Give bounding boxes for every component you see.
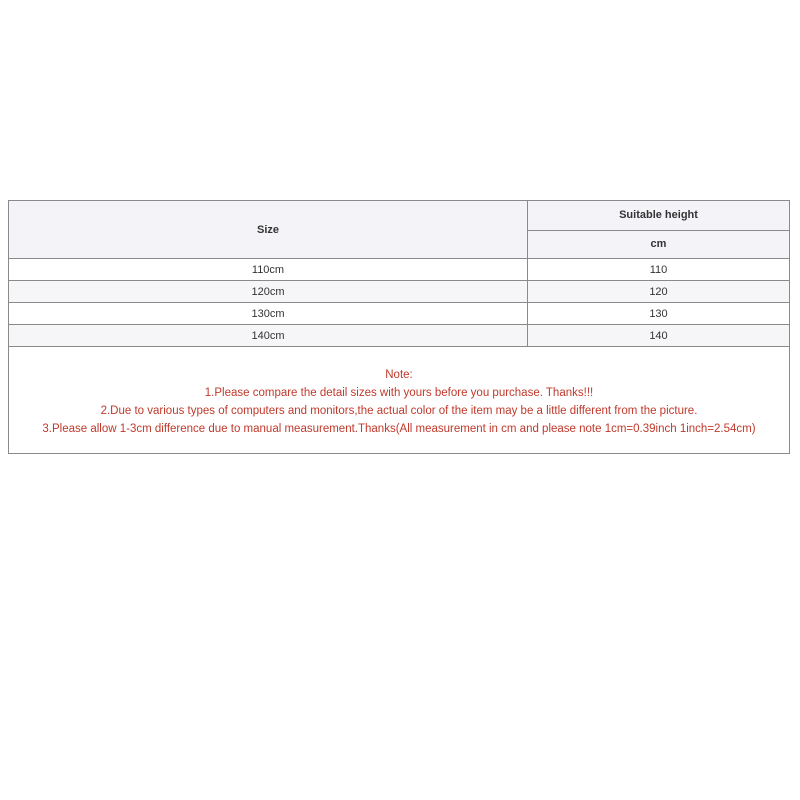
header-suitable-height: Suitable height	[528, 201, 790, 231]
header-unit: cm	[528, 230, 790, 259]
table-row	[9, 325, 790, 347]
table-row	[9, 281, 790, 303]
size-cell: 140cm	[9, 325, 528, 347]
header-row	[9, 201, 790, 231]
size-chart-table	[8, 200, 790, 454]
size-cell: 120cm	[9, 281, 528, 303]
note-row	[9, 347, 790, 454]
size-cell: 130cm	[9, 303, 528, 325]
table-row	[9, 303, 790, 325]
note-title: Note:	[385, 369, 413, 381]
note-line-2: 2.Due to various types of computers and monitors,the actual color of the item may be a little different from the picture.	[100, 405, 698, 417]
note-line-1: 1.Please compare the detail sizes with yours before you purchase. Thanks!!!	[204, 387, 594, 399]
note-cell	[9, 347, 790, 454]
height-cell: 140	[528, 325, 790, 347]
table-row	[9, 259, 790, 281]
height-cell: 130	[528, 303, 790, 325]
height-cell: 120	[528, 281, 790, 303]
note-line-3: 3.Please allow 1-3cm difference due to manual measurement.Thanks(All measurement in cm and please note 1cm=0.39inch 1inch=2.54cm)	[42, 423, 756, 435]
header-size: Size	[9, 201, 528, 259]
size-cell: 110cm	[9, 259, 528, 281]
height-cell: 110	[528, 259, 790, 281]
